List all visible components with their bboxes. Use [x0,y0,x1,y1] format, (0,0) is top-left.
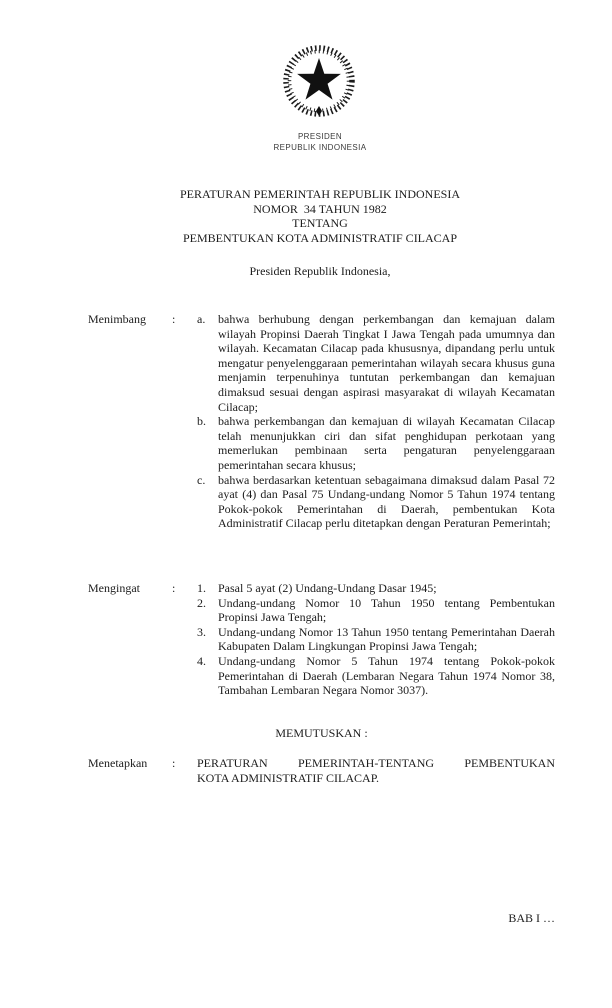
list-item [197,654,555,698]
menetapkan-line-1: PERATURAN PEMERINTAH-TENTANG PEMBENTUKAN [197,756,555,770]
item-marker: 1. [197,581,206,595]
list-item [197,312,555,414]
mengingat-items [197,581,555,698]
menetapkan-colon: : [172,756,176,770]
item-text: bahwa perkembangan dan kemajuan di wilayah Kecamatan Cilacap telah menunjukkan ciri dan sifat penghidupan perkotaan yang memerlukan pembinaan serta pengaturan penyelenggaraan pemerintahan secara khusus; [218,414,555,472]
menimbang-colon: : [172,312,176,326]
title-line-1: PERATURAN PEMERINTAH REPUBLIK INDONESIA [179,187,461,201]
item-text: Pasal 5 ayat (2) Undang-Undang Dasar 1945; [218,581,437,595]
presidential-star-wreath-icon [281,43,357,119]
list-item [197,414,555,472]
menetapkan-line-2: KOTA ADMINISTRATIF CILACAP. [197,770,380,785]
item-text: Undang-undang Nomor 13 Tahun 1950 tentang Pemerintahan Daerah Kabupaten Dalam Lingkungan Propinsi Jawa Tengah; [218,624,555,654]
title-line-2: NOMOR 34 TAHUN 1982 [253,201,387,216]
letterhead-presiden: PRESIDEN [297,132,343,141]
item-marker: 4. [197,653,206,668]
item-text: bahwa berhubung dengan perkembangan dan kemajuan dalam wilayah Propinsi Daerah Tingkat I Jawa Tengah pada umumnya dan wilayah. Kecamatan Cilacap pada khususnya, dipandang perlu untuk mengatur penyelenggaraan pemerintahan wilayah secara khusus guna menjamin terpenuhinya tuntutan perkembangan dan kemajuan dimaksud sesuai dengan aspirasi masyarakat di wilayah Kecamatan Cilacap; [218,312,555,414]
section-mengingat [88,581,555,698]
item-marker: b. [197,414,206,429]
list-item [197,625,555,654]
list-item [197,596,555,625]
mengingat-colon: : [172,581,176,595]
menetapkan-label: Menetapkan [88,756,148,770]
menimbang-label: Menimbang [88,312,146,326]
item-marker: 2. [197,595,206,610]
letterhead [28,131,612,153]
section-menetapkan [88,756,555,785]
item-text: Undang-undang Nomor 10 Tahun 1950 tentang Pembentukan Propinsi Jawa Tengah; [218,595,555,625]
item-text: bahwa berdasarkan ketentuan sebagaimana dimaksud dalam Pasal 72 ayat (4) dan Pasal 75 Undang-undang Nomor 5 Tahun 1974 tentang Pokok-pokok Pemerintahan di Daerah, pembentukan Kota Administratif Cilacap perlu ditetapkan dengan Peraturan Pemerintah; [218,472,555,531]
item-text: Undang-undang Nomor 5 Tahun 1974 tentang Pokok-pokok Pemerintahan di Daerah (Lembaran Negara Tahun 1974 Nomor 38, Tambahan Lembaran Negara Nomor 3037). [218,653,555,698]
letterhead-republik-indonesia: REPUBLIK INDONESIA [273,143,367,152]
memutuskan-heading: MEMUTUSKAN : [275,726,368,740]
title-line-3: TENTANG [292,216,348,230]
mengingat-label: Mengingat [88,581,140,595]
catchword-bab-i: BAB I … [508,911,555,925]
section-menimbang [88,312,555,531]
document-title [28,187,612,245]
title-line-4: PEMBENTUKAN KOTA ADMINISTRATIF CILACAP [182,230,458,245]
menimbang-items [197,312,555,531]
list-item [197,473,555,531]
menetapkan-body [197,756,555,785]
salutation: Presiden Republik Indonesia, [249,264,391,278]
item-marker: 3. [197,624,206,639]
item-marker: c. [197,472,206,487]
item-marker: a. [197,312,206,326]
list-item [197,581,555,596]
